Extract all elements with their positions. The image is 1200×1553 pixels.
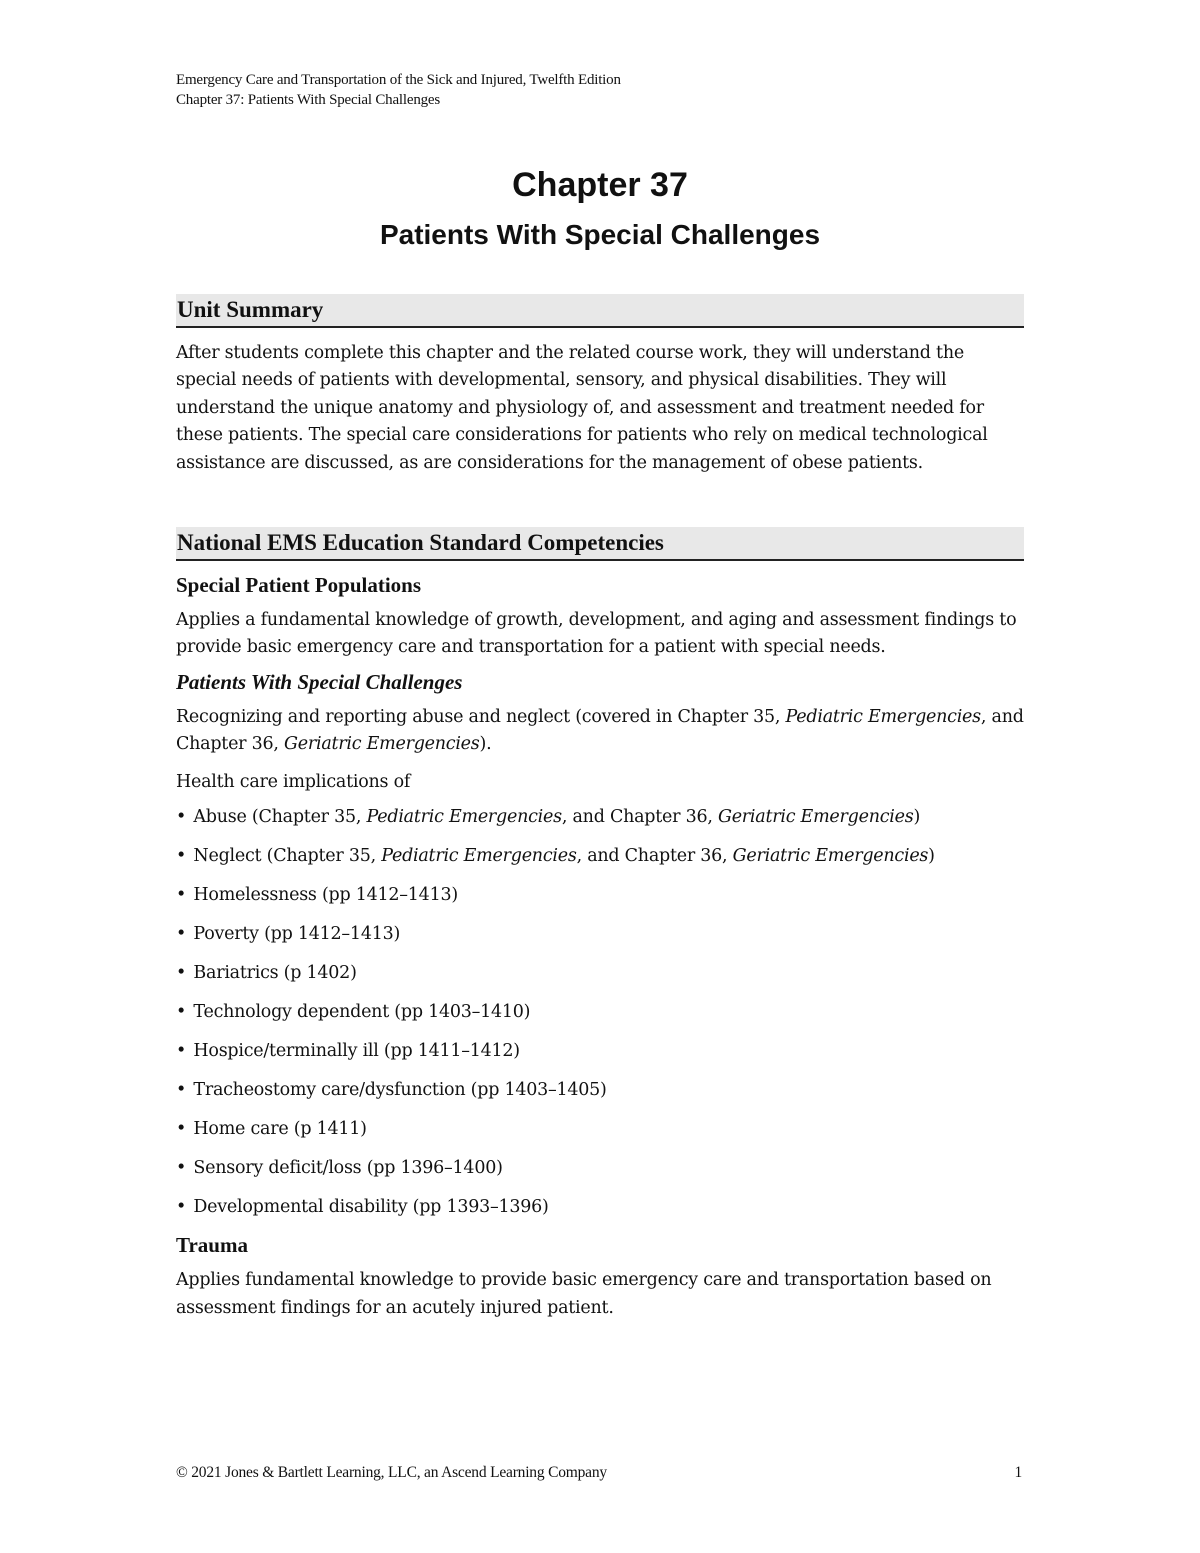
special-populations-text: Applies a fundamental knowledge of growth, development, and aging and assessment findings to provide basic emergency care and transportation for a patient with special needs.	[176, 610, 1017, 658]
list-item-text: Poverty (pp 1412–1413)	[193, 924, 401, 945]
list-item-text: Homelessness (pp 1412–1413)	[193, 885, 458, 906]
bullet-icon: •	[176, 1197, 187, 1218]
bullet-icon: •	[176, 1119, 187, 1140]
running-head-chapter: Chapter 37: Patients With Special Challenges	[176, 92, 441, 108]
recognizing-pediatric-ref: Pediatric Emergencies	[785, 706, 981, 727]
list-item	[176, 1194, 1024, 1221]
list-item	[176, 843, 1024, 870]
list-item	[176, 804, 1024, 831]
bullet-icon: •	[176, 1080, 187, 1101]
running-head	[176, 70, 621, 110]
running-head-book-title: Emergency Care and Transportation of the Sick and Injured, Twelfth Edition	[176, 72, 621, 88]
bullet-icon: •	[176, 807, 187, 828]
list-item	[176, 1038, 1024, 1065]
list-item-text: Bariatrics (p 1402)	[193, 963, 357, 984]
special-populations-heading: Special Patient Populations	[176, 573, 422, 598]
neglect-pediatric-ref: Pediatric Emergencies	[381, 846, 577, 867]
neglect-geriatric-ref: Geriatric Emergencies	[732, 846, 929, 867]
recognizing-abuse-text	[176, 704, 1024, 759]
recognizing-geriatric-ref: Geriatric Emergencies	[284, 734, 480, 755]
unit-summary-text: After students complete this chapter and the related course work, they will understand the special needs of patients with developmental, sensory, and physical disabilities. They will understand the unique anatomy and physiology of, and assessment and treatment needed for these patients. The special care considerations for patients who rely on medical technological assistance are discussed, as are considerations for the management of obese patients.	[176, 343, 988, 473]
unit-summary-heading: Unit Summary	[176, 294, 1024, 328]
list-item	[176, 960, 1024, 987]
list-item-text: Hospice/terminally ill (pp 1411–1412)	[193, 1041, 520, 1062]
bullet-icon: •	[176, 1041, 187, 1062]
neglect-suffix: )	[928, 846, 935, 867]
title-block	[0, 162, 1200, 254]
list-item-text: Technology dependent (pp 1403–1410)	[193, 1002, 531, 1023]
recognizing-suffix: ).	[479, 734, 492, 755]
list-item	[176, 882, 1024, 909]
implications-list	[176, 804, 1024, 1221]
list-item	[176, 999, 1024, 1026]
bullet-icon: •	[176, 846, 187, 867]
abuse-geriatric-ref: Geriatric Emergencies	[717, 807, 914, 828]
bullet-icon: •	[176, 1158, 187, 1179]
main-content	[176, 294, 1024, 1322]
abuse-pediatric-ref: Pediatric Emergencies	[366, 807, 562, 828]
bullet-icon: •	[176, 963, 187, 984]
page-number: 1	[1014, 1464, 1022, 1481]
list-item-text: Home care (p 1411)	[193, 1119, 367, 1140]
recognizing-middle: , and Chapter 36,	[176, 706, 1024, 755]
list-item-text: Developmental disability (pp 1393–1396)	[193, 1197, 549, 1218]
list-item	[176, 1155, 1024, 1182]
special-challenges-heading: Patients With Special Challenges	[176, 669, 463, 694]
copyright-notice: © 2021 Jones & Bartlett Learning, LLC, an Ascend Learning Company	[176, 1464, 607, 1481]
implications-intro: Health care implications of	[176, 771, 411, 792]
chapter-subtitle: Patients With Special Challenges	[379, 219, 821, 250]
abuse-middle: , and Chapter 36,	[561, 807, 718, 828]
trauma-text: Applies fundamental knowledge to provide basic emergency care and transportation based on assessment findings for an acutely injured patient.	[176, 1270, 992, 1318]
page-footer	[176, 1463, 1024, 1483]
competencies-heading: National EMS Education Standard Competencies	[176, 527, 1024, 561]
list-item-text: Sensory deficit/loss (pp 1396–1400)	[193, 1158, 503, 1179]
recognizing-prefix: Recognizing and reporting abuse and neglect (covered in Chapter 35,	[176, 706, 786, 727]
neglect-middle: , and Chapter 36,	[576, 846, 733, 867]
bullet-icon: •	[176, 924, 187, 945]
abuse-suffix: )	[913, 807, 921, 828]
chapter-title: Chapter 37	[512, 166, 688, 204]
abuse-prefix: Abuse (Chapter 35,	[193, 807, 367, 828]
trauma-heading: Trauma	[176, 1233, 248, 1258]
bullet-icon: •	[176, 885, 187, 906]
neglect-prefix: Neglect (Chapter 35,	[193, 846, 382, 867]
list-item	[176, 1116, 1024, 1143]
bullet-icon: •	[176, 1002, 187, 1023]
list-item-text: Tracheostomy care/dysfunction (pp 1403–1405)	[193, 1080, 607, 1101]
list-item	[176, 1077, 1024, 1104]
list-item	[176, 921, 1024, 948]
